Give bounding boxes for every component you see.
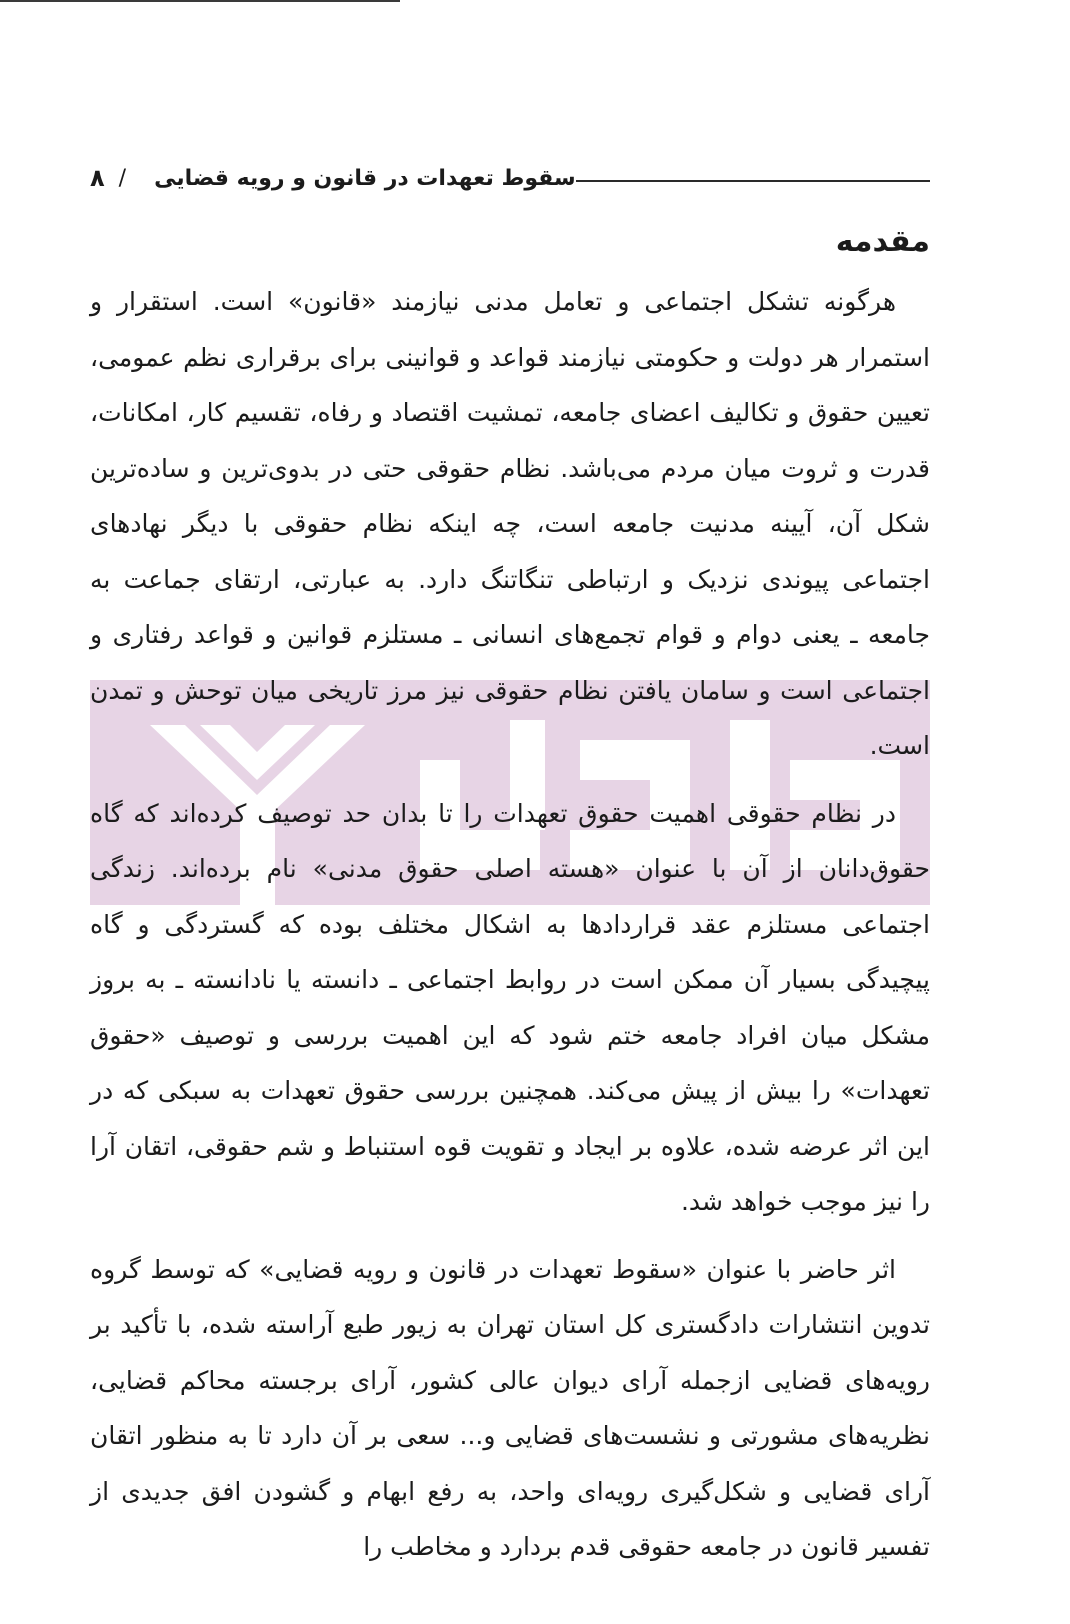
running-header bbox=[90, 158, 930, 198]
paragraph-1: هرگونه تشکل اجتماعی و تعامل مدنی نیازمند «قانون» است. استقرار و استمرار هر دولت و حکومتی نیازمند قواعد و قوانینی برای برقراری نظم عمومی، تعیین حقوق و تکالیف اعضای جامعه، تمشیت اقتصاد و رفاه، تقسیم کار، امکانات، قدرت و ثروت میان مردم می‌باشد. نظام حقوقی حتی در بدوی‌ترین و ساده‌ترین شکل آن، آیینه مدنیت جامعه است، چه اینکه نظام حقوقی با دیگر نهادهای اجتماعی پیوندی نزدیک و ارتباطی تنگاتنگ دارد. به عبارتی، ارتقای جماعت به جامعه ـ یعنی دوام و قوام تجمع‌های انسانی ـ مستلزم قوانین و قواعد رفتاری و اجتماعی است و سامان یافتن نظام حقوقی نیز مرز تاریخی میان توحش و تمدن است. bbox=[90, 287, 930, 760]
running-title: سقوط تعهدات در قانون و رویه قضایی bbox=[154, 165, 576, 191]
paragraph-3: اثر حاضر با عنوان «سقوط تعهدات در قانون و رویه قضایی» که توسط گروه تدوین انتشارات دادگستری کل استان تهران به زیور طبع آراسته شده، با تأکید بر رویه‌های قضایی ازجمله آرای دیوان عالی کشور، آرای برجسته محاکم قضایی، نظریه‌های مشورتی و نشست‌های قضایی و... سعی بر آن دارد تا به منظور اتقان آرای قضایی و شکل‌گیری رویه‌ای واحد، به رفع ابهام و گشودن افق جدیدی از تفسیر قانون در جامعه حقوقی قدم بردارد و مخاطب را bbox=[90, 1254, 930, 1561]
paragraph-2: در نظام حقوقی اهمیت حقوق تعهدات را تا بدان حد توصیف کرده‌اند که گاه حقوق‌دانان از آن با عنوان «هسته اصلی حقوق مدنی» نام برده‌اند. زندگی اجتماعی مستلزم عقد قراردادها به اشکال مختلف بوده که گستردگی و گاه پیچیدگی بسیار آن ممکن است در روابط اجتماعی ـ دانسته یا نادانسته ـ به بروز مشکل میان افراد جامعه ختم شود که این اهمیت بررسی و توصیف «حقوق تعهدات» را بیش از پیش می‌کند. همچنین بررسی حقوق تعهدات به سبکی که در این اثر عرضه شده، علاوه بر ایجاد و تقویت قوه استنباط و شم حقوقی، اتقان آرا را نیز موجب خواهد شد. bbox=[90, 798, 930, 1216]
header-rule bbox=[576, 180, 930, 182]
top-edge-rule bbox=[0, 0, 400, 2]
section-title: مقدمه bbox=[835, 224, 930, 259]
header-separator: / bbox=[118, 165, 127, 191]
page-number: ۸ bbox=[90, 164, 105, 192]
page-body bbox=[90, 222, 930, 1587]
